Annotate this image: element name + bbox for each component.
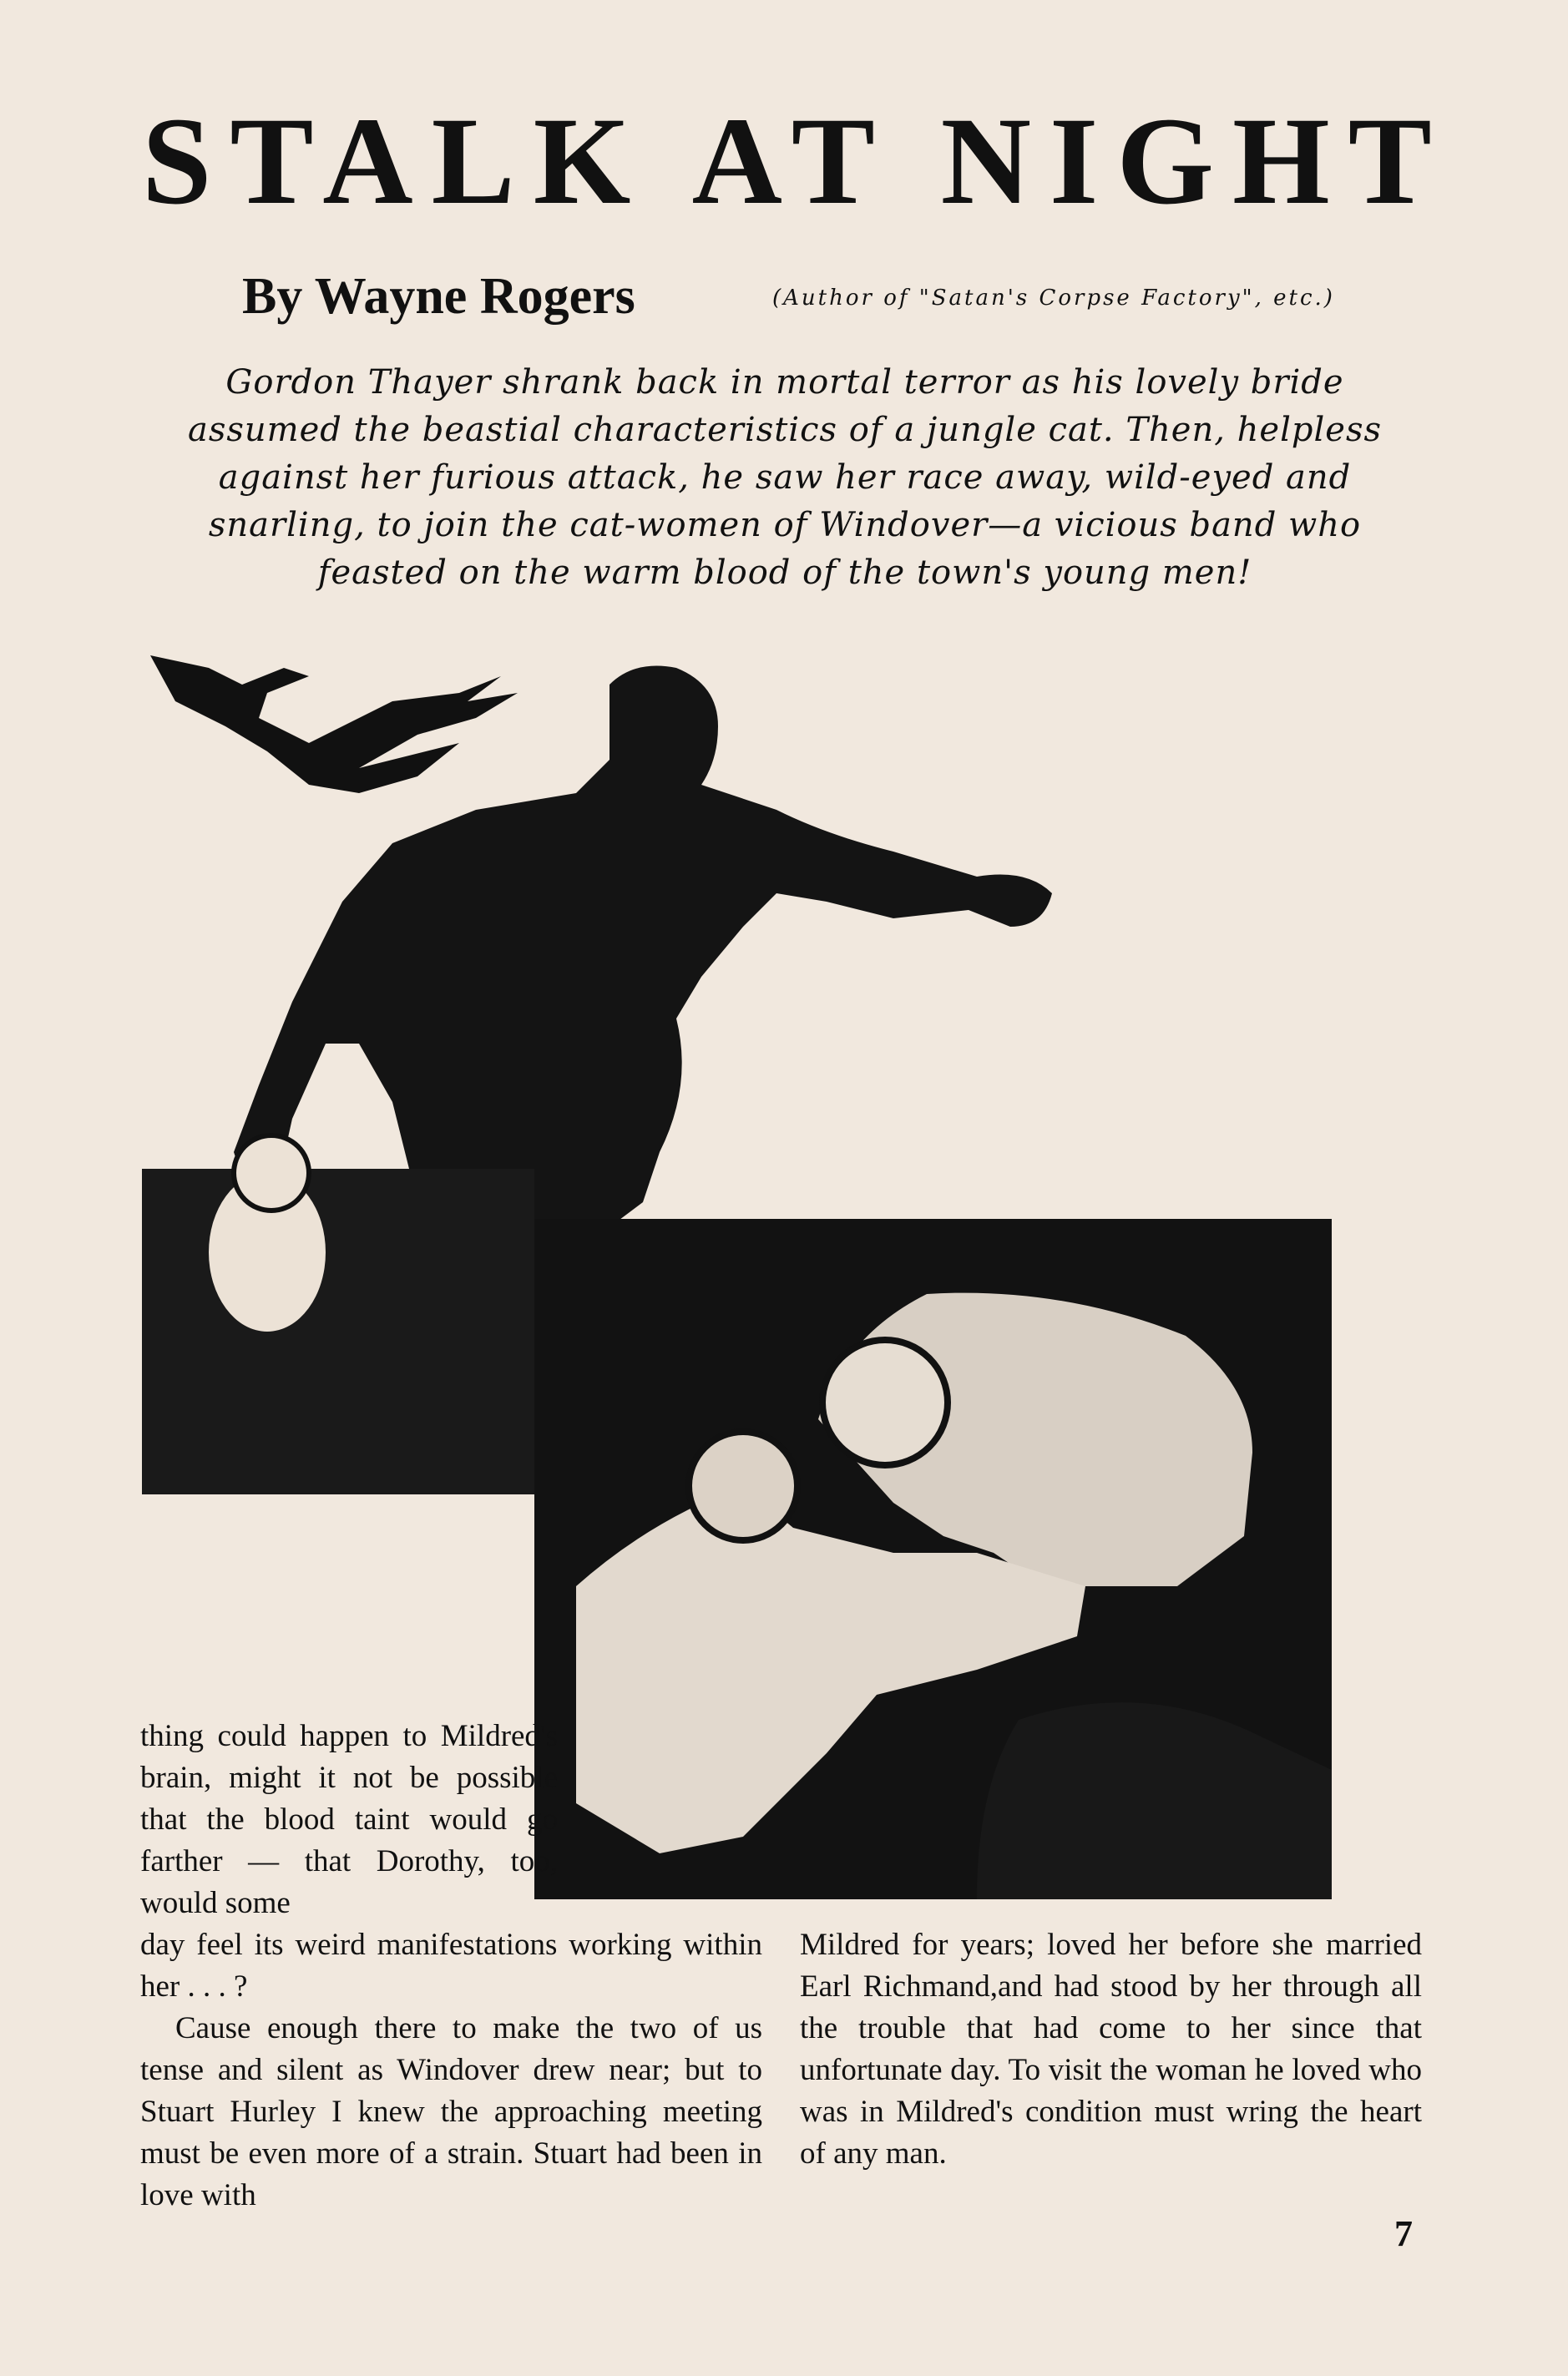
left-panel-ground (142, 1169, 534, 1494)
article-title: STALK AT NIGHT (142, 92, 1450, 230)
wrap-text-column (140, 1716, 558, 1924)
illustration-lower-panel (534, 1219, 1332, 1899)
branch (150, 655, 518, 793)
page-number: 7 (1394, 2213, 1413, 2254)
wrap-paragraph: thing could happen to Mildred's brain, might it not be possible that the blood taint would go farther — that Dorothy, too, would some (140, 1719, 558, 1920)
byline: By Wayne Rogers (242, 268, 635, 325)
left-paragraph-2: Cause enough there to make the two of us tense and silent as Windover drew near; but to Stuart Hurley I knew the approaching meeting must be even more of a strain. Stuart had been in love with (140, 2011, 762, 2212)
right-column (800, 1924, 1422, 2175)
left-column (140, 1924, 762, 2217)
cat-woman-left-head (234, 1135, 309, 1211)
author-credit: (Author of "Satan's Corpse Factory", etc.) (772, 286, 1335, 311)
left-paragraph-1: day feel its weird manifestations working within her . . . ? (140, 1928, 762, 2004)
right-paragraph-1: Mildred for years; loved her before she married Earl Richmand,and had stood by her through all the trouble that had come to her since that unfortunate day. To visit the woman he loved who was in Mildred's condition must wring the heart of any man. (800, 1928, 1422, 2171)
victim-head (689, 1432, 797, 1540)
cat-woman-head (822, 1340, 948, 1465)
article-blurb: Gordon Thayer shrank back in mortal terror as his lovely bride assumed the beastial characteristics of a jungle cat. Then, helpless against her furious attack, he saw her race away, wild-eyed and snarling, to join the cat-women of Windover—a vicious band who feasted on the warm blood of the town's young men! (187, 363, 1383, 592)
